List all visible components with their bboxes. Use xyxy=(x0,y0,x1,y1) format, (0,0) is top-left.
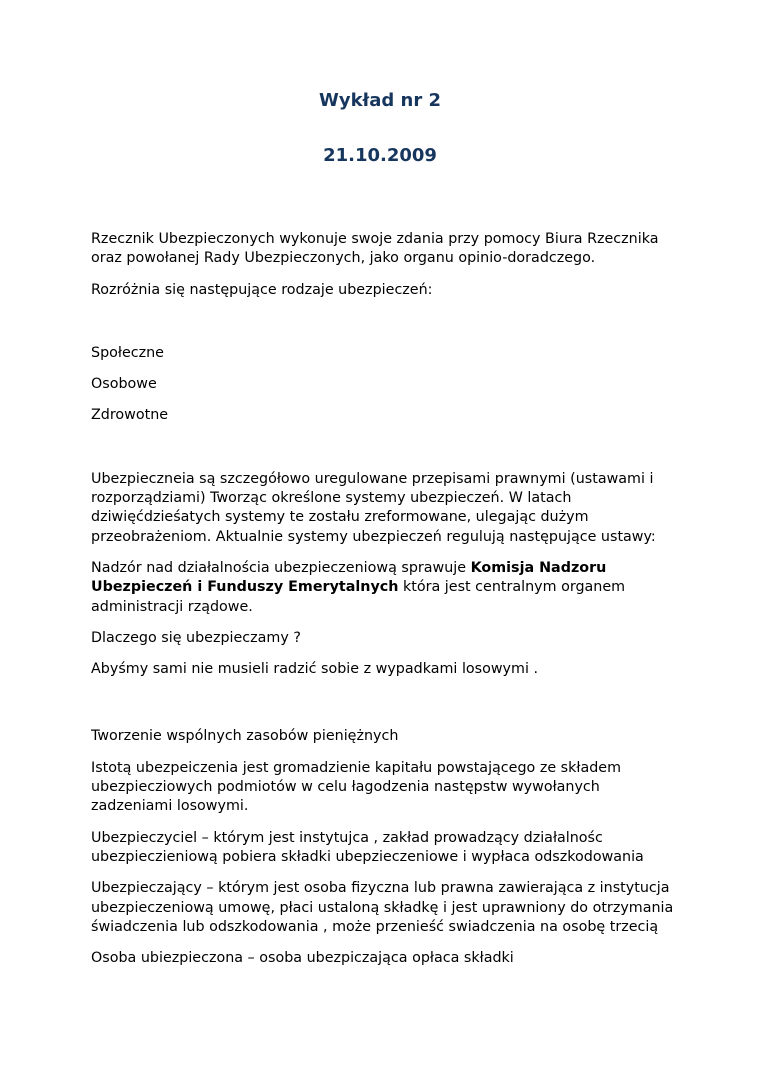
supervision-text-before: Nadzór nad działalnościa ubezpieczeniową sprawuje xyxy=(91,559,471,576)
paragraph-regulations: Ubezpieczneia są szczegółowo uregulowane przepisami prawnymi (ustawami i rozporządziami) Tworząc określone systemy ubezpieczeń. W latach dziwięćdzieśatych systemy te zostału zreformowane, ulegając dużym przeobrażeniom. Aktualnie systemy ubezpieczeń regulują następujące ustawy: xyxy=(91,470,656,545)
paragraph-essence: Istotą ubezpeiczenia jest gromadzienie kapitału powstającego ze składem ubezpiecziowych podmiotów w celu łagodzenia następstw wywołanych zadzeniami losowymi. xyxy=(91,759,622,815)
paragraph-insured-person: Osoba ubiezpieczona – osoba ubezpiczająca opłaca składki xyxy=(91,950,514,967)
list-item-personal: Osobowe xyxy=(91,376,157,393)
list-item-social: Społeczne xyxy=(91,344,164,361)
paragraph-policyholder: Ubezpieczający – którym jest osoba fizyczna lub prawna zawierająca z instytucja ubezpieczeniową umowę, płaci ustaloną składkę i jest uprawniony do otrzymania świadczenia lub odszkodowania , może przenieść swiadczenia na osobę trzecią xyxy=(91,880,674,935)
paragraph-insurance-types-intro: Rozróżnia się następujące rodzaje ubezpieczeń: xyxy=(91,281,433,298)
supervision-commission-name: Komisja Nadzoru Ubezpieczeń i Funduszy Emerytalnych xyxy=(91,559,607,596)
lecture-title: Wykład nr 2 xyxy=(318,90,442,111)
lecture-date: 21.10.2009 xyxy=(323,145,437,166)
paragraph-answer: Abyśmy sami nie musieli radzić sobie z wypadkami losowymi . xyxy=(91,661,539,678)
supervision-text-after: która jest centralnym organem administracji rządowe. xyxy=(91,579,626,615)
document-body xyxy=(91,230,681,980)
paragraph-supervision xyxy=(91,559,681,617)
paragraph-question: Dlaczego się ubezpieczamy ? xyxy=(91,629,301,646)
paragraph-insurer: Ubezpieczyciel – którym jest instytujca , zakład prowadzący działalnośc ubezpieczieniową pobiera składki ubepzieczeniowe i wypłaca odszkodowania xyxy=(91,829,644,865)
paragraph-common-funds: Tworzenie wspólnych zasobów pieniężnych xyxy=(91,728,399,745)
paragraph-ombudsman: Rzecznik Ubezpieczonych wykonuje swoje zdania przy pomocy Biura Rzecznika oraz powołanej Rady Ubezpieczonych, jako organu opinio-doradczego. xyxy=(91,231,659,267)
list-item-health: Zdrowotne xyxy=(91,407,169,424)
